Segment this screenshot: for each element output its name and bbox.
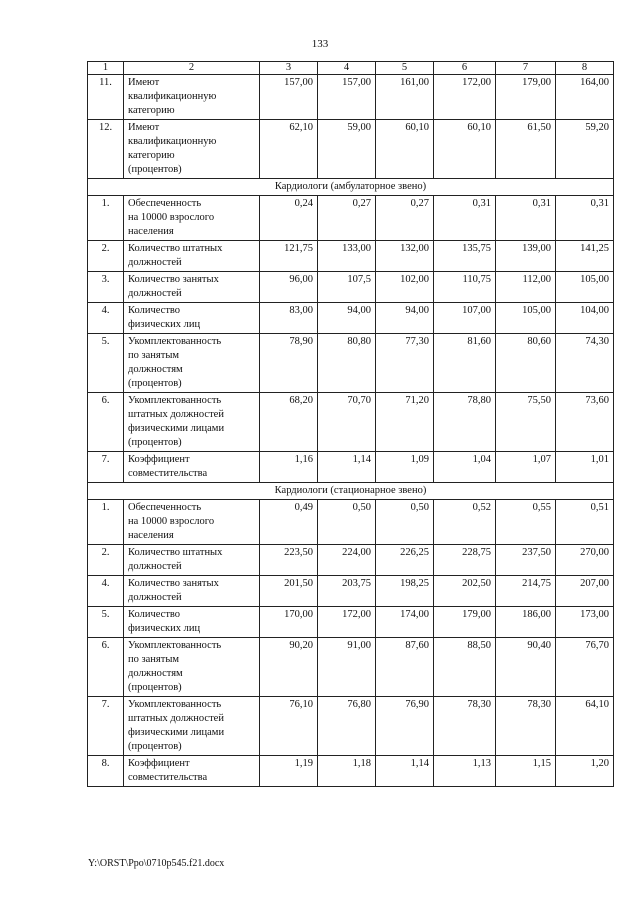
value-cell: 207,00 — [556, 576, 614, 607]
value-cell: 80,80 — [318, 334, 376, 393]
row-label-line: совместительства — [128, 468, 208, 479]
value-cell: 0,52 — [434, 500, 496, 545]
row-label — [124, 120, 260, 179]
value-cell: 1,18 — [318, 756, 376, 787]
value-cell: 270,00 — [556, 545, 614, 576]
row-label — [124, 75, 260, 120]
row-number: 12. — [88, 120, 124, 179]
row-label — [124, 196, 260, 241]
value-cell: 157,00 — [260, 75, 318, 120]
value-cell: 94,00 — [318, 303, 376, 334]
row-label-line: (процентов) — [128, 682, 182, 693]
value-cell: 107,5 — [318, 272, 376, 303]
value-cell: 62,10 — [260, 120, 318, 179]
value-cell: 90,20 — [260, 638, 318, 697]
table-row — [88, 576, 614, 607]
row-number: 1. — [88, 500, 124, 545]
table-row — [88, 120, 614, 179]
value-cell: 80,60 — [496, 334, 556, 393]
row-label-line: физических лиц — [128, 319, 201, 330]
table-row — [88, 393, 614, 452]
value-cell: 1,15 — [496, 756, 556, 787]
row-label — [124, 452, 260, 483]
row-label-line: Количество занятых — [128, 578, 219, 589]
value-cell: 139,00 — [496, 241, 556, 272]
value-cell: 76,80 — [318, 697, 376, 756]
value-cell: 1,20 — [556, 756, 614, 787]
value-cell: 78,30 — [496, 697, 556, 756]
value-cell: 0,51 — [556, 500, 614, 545]
value-cell: 90,40 — [496, 638, 556, 697]
row-label-line: Укомплектованность — [128, 699, 222, 710]
value-cell: 0,49 — [260, 500, 318, 545]
row-label-line: категорию — [128, 105, 175, 116]
value-cell: 76,90 — [376, 697, 434, 756]
row-label-line: категорию — [128, 150, 175, 161]
value-cell: 78,80 — [434, 393, 496, 452]
row-label-line: Количество штатных — [128, 547, 223, 558]
value-cell: 172,00 — [318, 607, 376, 638]
value-cell: 91,00 — [318, 638, 376, 697]
table-row — [88, 607, 614, 638]
table-row — [88, 545, 614, 576]
value-cell: 104,00 — [556, 303, 614, 334]
row-label — [124, 241, 260, 272]
value-cell: 76,70 — [556, 638, 614, 697]
row-number: 11. — [88, 75, 124, 120]
value-cell: 59,20 — [556, 120, 614, 179]
row-label-line: Коэффициент — [128, 454, 190, 465]
value-cell: 78,90 — [260, 334, 318, 393]
row-label-line: населения — [128, 530, 174, 541]
value-cell: 203,75 — [318, 576, 376, 607]
table-row — [88, 303, 614, 334]
row-label-line: по занятым — [128, 654, 180, 665]
value-cell: 1,14 — [376, 756, 434, 787]
row-number: 4. — [88, 303, 124, 334]
value-cell: 1,16 — [260, 452, 318, 483]
table-row — [88, 500, 614, 545]
row-number: 7. — [88, 697, 124, 756]
value-cell: 76,10 — [260, 697, 318, 756]
value-cell: 112,00 — [496, 272, 556, 303]
section-header-row — [88, 179, 614, 196]
table-row — [88, 272, 614, 303]
table-row — [88, 334, 614, 393]
row-number: 2. — [88, 545, 124, 576]
row-number: 6. — [88, 638, 124, 697]
row-label-line: Количество штатных — [128, 243, 223, 254]
row-label-line: (процентов) — [128, 437, 182, 448]
row-label-line: Количество — [128, 305, 181, 316]
value-cell: 201,50 — [260, 576, 318, 607]
value-cell: 70,70 — [318, 393, 376, 452]
statistics-table — [87, 61, 614, 787]
row-label-line: (процентов) — [128, 741, 182, 752]
row-label-line: на 10000 взрослого — [128, 516, 215, 527]
row-label-line: физических лиц — [128, 623, 201, 634]
value-cell: 87,60 — [376, 638, 434, 697]
value-cell: 237,50 — [496, 545, 556, 576]
row-label-line: Укомплектованность — [128, 640, 222, 651]
row-label-line: Имеют — [128, 77, 160, 88]
table-row — [88, 638, 614, 697]
value-cell: 133,00 — [318, 241, 376, 272]
header-row — [88, 62, 614, 75]
value-cell: 214,75 — [496, 576, 556, 607]
table-row — [88, 241, 614, 272]
column-header: 7 — [496, 62, 556, 75]
row-label — [124, 545, 260, 576]
row-label-line: на 10000 взрослого — [128, 212, 215, 223]
section-header-row — [88, 483, 614, 500]
value-cell: 141,25 — [556, 241, 614, 272]
table-row — [88, 452, 614, 483]
row-label-line: (процентов) — [128, 164, 182, 175]
value-cell: 61,50 — [496, 120, 556, 179]
row-number: 5. — [88, 607, 124, 638]
value-cell: 1,09 — [376, 452, 434, 483]
value-cell: 59,00 — [318, 120, 376, 179]
row-number: 7. — [88, 452, 124, 483]
value-cell: 0,27 — [318, 196, 376, 241]
row-label — [124, 576, 260, 607]
value-cell: 224,00 — [318, 545, 376, 576]
value-cell: 157,00 — [318, 75, 376, 120]
row-label-line: Укомплектованность — [128, 336, 222, 347]
value-cell: 121,75 — [260, 241, 318, 272]
row-label-line: квалификационную — [128, 91, 217, 102]
row-label-line: должностей — [128, 257, 182, 268]
value-cell: 186,00 — [496, 607, 556, 638]
row-label-line: должностей — [128, 288, 182, 299]
value-cell: 1,01 — [556, 452, 614, 483]
row-label-line: штатных должностей — [128, 409, 224, 420]
value-cell: 88,50 — [434, 638, 496, 697]
value-cell: 198,25 — [376, 576, 434, 607]
value-cell: 0,50 — [376, 500, 434, 545]
value-cell: 74,30 — [556, 334, 614, 393]
value-cell: 78,30 — [434, 697, 496, 756]
row-label — [124, 756, 260, 787]
value-cell: 1,07 — [496, 452, 556, 483]
value-cell: 1,04 — [434, 452, 496, 483]
row-label-line: квалификационную — [128, 136, 217, 147]
value-cell: 81,60 — [434, 334, 496, 393]
value-cell: 73,60 — [556, 393, 614, 452]
table-row — [88, 756, 614, 787]
value-cell: 110,75 — [434, 272, 496, 303]
row-label-line: должностей — [128, 561, 182, 572]
section-title: Кардиологи (амбулаторное звено) — [88, 179, 614, 196]
value-cell: 71,20 — [376, 393, 434, 452]
value-cell: 105,00 — [496, 303, 556, 334]
value-cell: 174,00 — [376, 607, 434, 638]
value-cell: 102,00 — [376, 272, 434, 303]
row-label — [124, 697, 260, 756]
row-number: 1. — [88, 196, 124, 241]
value-cell: 170,00 — [260, 607, 318, 638]
row-label — [124, 303, 260, 334]
row-number: 3. — [88, 272, 124, 303]
row-label-line: Обеспеченность — [128, 198, 202, 209]
value-cell: 0,24 — [260, 196, 318, 241]
row-label — [124, 500, 260, 545]
row-label-line: Укомплектованность — [128, 395, 222, 406]
row-number: 4. — [88, 576, 124, 607]
value-cell: 0,31 — [556, 196, 614, 241]
value-cell: 60,10 — [434, 120, 496, 179]
row-label-line: Количество — [128, 609, 181, 620]
row-label-line: физическими лицами — [128, 423, 225, 434]
value-cell: 0,31 — [496, 196, 556, 241]
value-cell: 135,75 — [434, 241, 496, 272]
row-label-line: совместительства — [128, 772, 208, 783]
value-cell: 83,00 — [260, 303, 318, 334]
value-cell: 0,50 — [318, 500, 376, 545]
row-label — [124, 393, 260, 452]
row-label — [124, 607, 260, 638]
row-number: 2. — [88, 241, 124, 272]
row-label-line: (процентов) — [128, 378, 182, 389]
row-label-line: по занятым — [128, 350, 180, 361]
value-cell: 202,50 — [434, 576, 496, 607]
table-row — [88, 697, 614, 756]
value-cell: 0,31 — [434, 196, 496, 241]
table-row — [88, 75, 614, 120]
row-label-line: должностям — [128, 668, 183, 679]
row-label — [124, 272, 260, 303]
value-cell: 64,10 — [556, 697, 614, 756]
value-cell: 161,00 — [376, 75, 434, 120]
row-label — [124, 638, 260, 697]
value-cell: 0,27 — [376, 196, 434, 241]
column-header: 8 — [556, 62, 614, 75]
row-number: 5. — [88, 334, 124, 393]
column-header: 2 — [124, 62, 260, 75]
value-cell: 105,00 — [556, 272, 614, 303]
page-number: 133 — [311, 38, 329, 50]
value-cell: 0,55 — [496, 500, 556, 545]
value-cell: 94,00 — [376, 303, 434, 334]
column-header: 1 — [88, 62, 124, 75]
value-cell: 68,20 — [260, 393, 318, 452]
row-number: 6. — [88, 393, 124, 452]
column-header: 5 — [376, 62, 434, 75]
value-cell: 164,00 — [556, 75, 614, 120]
value-cell: 1,19 — [260, 756, 318, 787]
row-label-line: штатных должностей — [128, 713, 224, 724]
row-label-line: Коэффициент — [128, 758, 190, 769]
value-cell: 223,50 — [260, 545, 318, 576]
value-cell: 1,13 — [434, 756, 496, 787]
value-cell: 75,50 — [496, 393, 556, 452]
value-cell: 226,25 — [376, 545, 434, 576]
column-header: 4 — [318, 62, 376, 75]
value-cell: 132,00 — [376, 241, 434, 272]
row-label-line: Количество занятых — [128, 274, 219, 285]
value-cell: 96,00 — [260, 272, 318, 303]
column-header: 6 — [434, 62, 496, 75]
value-cell: 60,10 — [376, 120, 434, 179]
value-cell: 172,00 — [434, 75, 496, 120]
value-cell: 179,00 — [434, 607, 496, 638]
value-cell: 107,00 — [434, 303, 496, 334]
section-title: Кардиологи (стационарное звено) — [88, 483, 614, 500]
value-cell: 173,00 — [556, 607, 614, 638]
value-cell: 179,00 — [496, 75, 556, 120]
row-label — [124, 334, 260, 393]
row-label-line: физическими лицами — [128, 727, 225, 738]
row-label-line: должностям — [128, 364, 183, 375]
row-number: 8. — [88, 756, 124, 787]
file-path-footer: Y:\ORST\Ppo\0710p545.f21.docx — [88, 858, 225, 869]
table-row — [88, 196, 614, 241]
value-cell: 77,30 — [376, 334, 434, 393]
value-cell: 1,14 — [318, 452, 376, 483]
row-label-line: должностей — [128, 592, 182, 603]
row-label-line: Имеют — [128, 122, 160, 133]
value-cell: 228,75 — [434, 545, 496, 576]
row-label-line: Обеспеченность — [128, 502, 202, 513]
row-label-line: населения — [128, 226, 174, 237]
column-header: 3 — [260, 62, 318, 75]
